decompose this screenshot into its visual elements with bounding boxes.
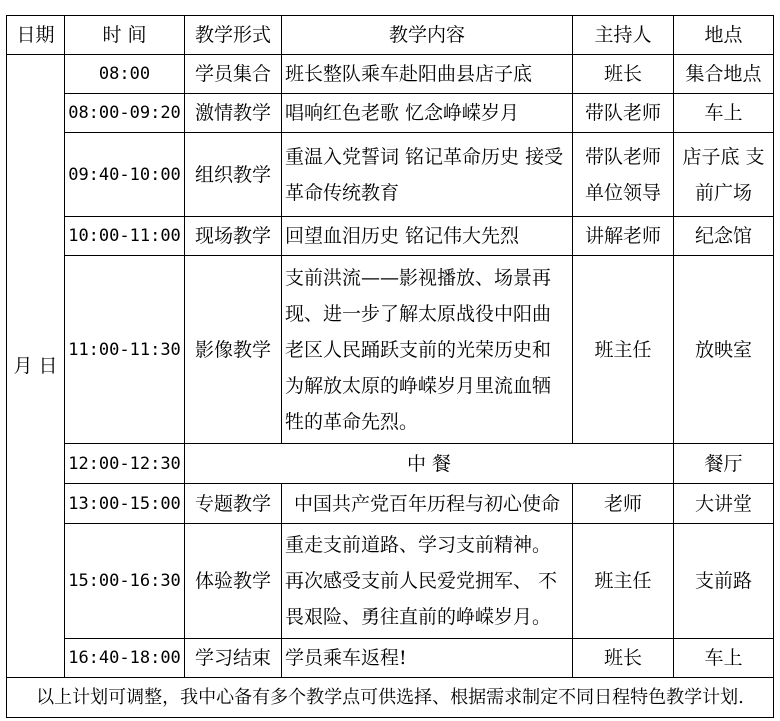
row-place: 大讲堂 xyxy=(674,484,774,524)
row-content: 支前洪流——影视播放、场景再现、进一步了解太原战役中阳曲老区人民踊跃支前的光荣历史和为解放太原的峥嵘岁月里流血牺牲的革命先烈。 xyxy=(282,256,573,444)
row-time: 15:00-16:30 xyxy=(65,524,185,639)
header-date: 日期 xyxy=(7,16,65,55)
row-place: 店子底 支前广场 xyxy=(674,133,774,217)
lunch-label: 中 餐 xyxy=(185,444,674,484)
row-form: 学员集合 xyxy=(185,55,282,94)
header-host: 主持人 xyxy=(573,16,674,55)
table-row xyxy=(7,133,774,217)
header-place: 地点 xyxy=(674,16,774,55)
row-place: 支前路 xyxy=(674,524,774,639)
table-row xyxy=(7,484,774,524)
row-place: 放映室 xyxy=(674,256,774,444)
row-time: 12:00-12:30 xyxy=(65,444,185,484)
row-host: 班长 xyxy=(573,639,674,678)
row-place: 纪念馆 xyxy=(674,217,774,256)
row-time: 09:40-10:00 xyxy=(65,133,185,217)
row-form: 激情教学 xyxy=(185,94,282,133)
header-row xyxy=(7,16,774,55)
row-host: 班主任 xyxy=(573,256,674,444)
row-content: 回望血泪历史 铭记伟大先烈 xyxy=(282,217,573,256)
row-content: 班长整队乘车赴阳曲县店子底 xyxy=(282,55,573,94)
row-host: 带队老师 xyxy=(573,94,674,133)
lunch-row xyxy=(7,444,774,484)
row-place: 餐厅 xyxy=(674,444,774,484)
row-place: 车上 xyxy=(674,94,774,133)
row-time: 08:00-09:20 xyxy=(65,94,185,133)
row-time: 08:00 xyxy=(65,55,185,94)
row-host: 带队老师 单位领导 xyxy=(573,133,674,217)
row-time: 10:00-11:00 xyxy=(65,217,185,256)
row-form: 专题教学 xyxy=(185,484,282,524)
table-row xyxy=(7,55,774,94)
row-host: 班主任 xyxy=(573,524,674,639)
row-form: 组织教学 xyxy=(185,133,282,217)
table-row xyxy=(7,256,774,444)
row-form: 体验教学 xyxy=(185,524,282,639)
row-form: 现场教学 xyxy=(185,217,282,256)
row-host: 讲解老师 xyxy=(573,217,674,256)
schedule-table xyxy=(6,15,774,718)
row-content: 重走支前道路、学习支前精神。再次感受支前人民爱党拥军、 不畏艰险、勇往直前的峥嵘岁月。 xyxy=(282,524,573,639)
row-form: 影像教学 xyxy=(185,256,282,444)
header-content: 教学内容 xyxy=(282,16,573,55)
row-content: 重温入党誓词 铭记革命历史 接受革命传统教育 xyxy=(282,133,573,217)
table-row xyxy=(7,524,774,639)
row-content: 唱响红色老歌 忆念峥嵘岁月 xyxy=(282,94,573,133)
table-row xyxy=(7,94,774,133)
row-time: 11:00-11:30 xyxy=(65,256,185,444)
row-content: 中国共产党百年历程与初心使命 xyxy=(282,484,573,524)
row-place: 车上 xyxy=(674,639,774,678)
row-place: 集合地点 xyxy=(674,55,774,94)
row-time: 16:40-18:00 xyxy=(65,639,185,678)
header-time: 时 间 xyxy=(65,16,185,55)
table-row xyxy=(7,217,774,256)
footer-row xyxy=(7,678,774,718)
row-host: 班长 xyxy=(573,55,674,94)
row-time: 13:00-15:00 xyxy=(65,484,185,524)
header-form: 教学形式 xyxy=(185,16,282,55)
row-host: 老师 xyxy=(573,484,674,524)
day-label: 月 日 xyxy=(7,55,65,678)
footer-note: 以上计划可调整，我中心备有多个教学点可供选择、根据需求制定不同日程特色教学计划. xyxy=(7,678,774,718)
row-form: 学习结束 xyxy=(185,639,282,678)
row-content: 学员乘车返程! xyxy=(282,639,573,678)
table-row xyxy=(7,639,774,678)
